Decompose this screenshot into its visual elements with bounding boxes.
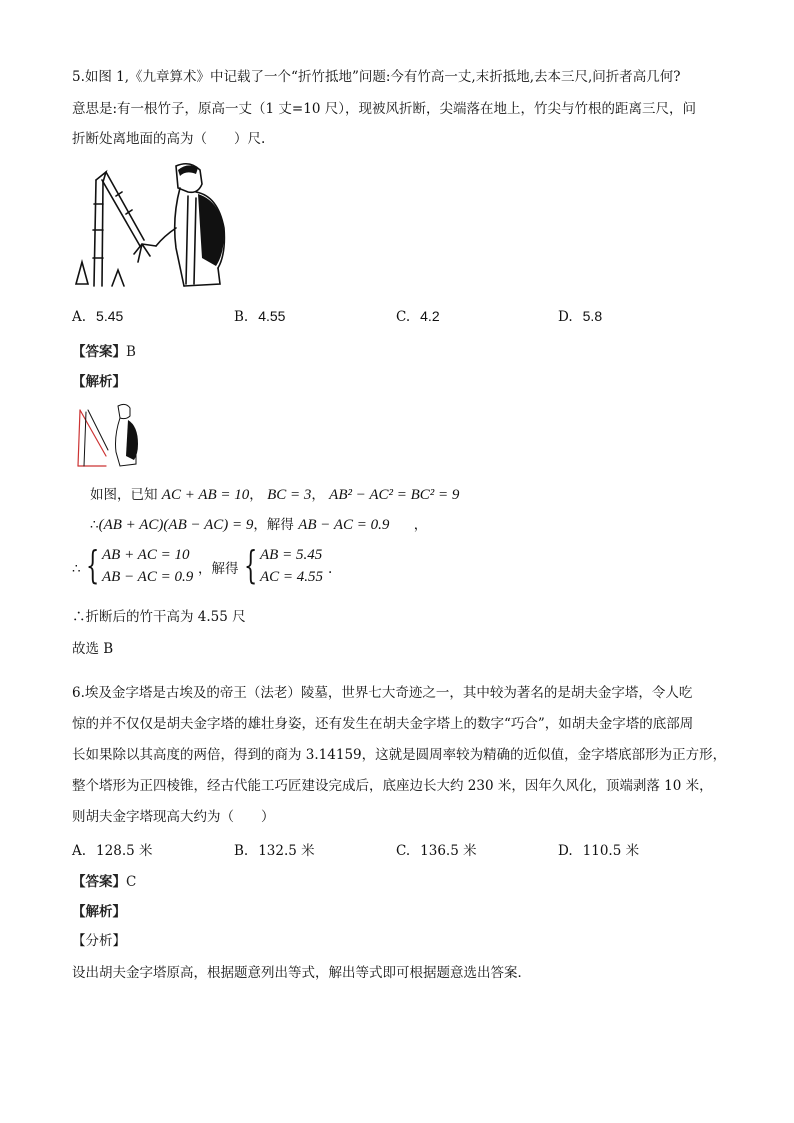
system1-eq1: AB + AC = 10 bbox=[102, 547, 190, 563]
q6-stem-line1: 6.埃及金字塔是古埃及的帝王（法老）陵墓，世界七大奇迹之一，其中较为著名的是胡夫金字塔，令人吃 bbox=[72, 685, 693, 701]
q6-fenxi-tag: 【分析】 bbox=[72, 933, 126, 949]
q6-fenxi-text: 设出胡夫金字塔原高，根据题意列出等式，解出等式即可根据题意选出答案． bbox=[72, 965, 531, 981]
q6-stem-line4: 整个塔形为正四棱锥，经古代能工巧匠建设完成后，底座边长大约 230 米，因年久风化，顶端剥落 10 米， bbox=[72, 778, 713, 794]
equation-systems bbox=[72, 543, 372, 590]
therefore-symbol: ∴ bbox=[72, 561, 81, 577]
q5-option-c: C. 4.2 bbox=[396, 308, 440, 325]
system1-eq2: AB − AC = 0.9 bbox=[102, 569, 194, 585]
q5-choose: 故选 B bbox=[72, 641, 114, 657]
q5-option-a: A. 5.45 bbox=[72, 308, 124, 325]
system-end: . bbox=[328, 561, 333, 577]
left-brace-1: { bbox=[86, 543, 100, 587]
q5-stem-line2: 意思是:有一根竹子，原高一丈（1 丈=10 尺），现被风折断，尖端落在地上，竹尖与竹根的距离三尺，问 bbox=[72, 101, 696, 117]
q6-option-d: D. 110.5 米 bbox=[558, 843, 640, 859]
q6-option-a: A. 128.5 米 bbox=[72, 843, 153, 859]
q6-option-b: B. 132.5 米 bbox=[234, 843, 315, 859]
system2-eq2: AC = 4.55 bbox=[260, 569, 324, 585]
q6-answer: 【答案】C bbox=[72, 874, 137, 890]
q6-analysis-tag: 【解析】 bbox=[72, 904, 126, 920]
bamboo-scholar-illustration bbox=[72, 158, 232, 293]
left-brace-2: { bbox=[244, 543, 258, 587]
q5-answer: 【答案】B bbox=[72, 344, 136, 360]
q6-option-c: C. 136.5 米 bbox=[396, 843, 477, 859]
q5-analysis-tag: 【解析】 bbox=[72, 374, 126, 390]
q5-option-d: D. 5.8 bbox=[558, 308, 603, 325]
q5-conclusion: ∴折断后的竹干高为 4.55 尺 bbox=[72, 609, 246, 625]
q6-stem-line5: 则胡夫金字塔现高大约为（ ） bbox=[72, 809, 275, 825]
q5-stem-line3: 折断处离地面的高为（ ）尺. bbox=[72, 131, 266, 147]
solution-line-1: 如图，已知 AC + AB = 10， BC = 3， AB² − AC² = BC² = 9 bbox=[90, 487, 460, 503]
system-mid-text: ，解得 bbox=[198, 561, 239, 577]
q6-stem-line2: 惊的并不仅仅是胡夫金字塔的雄壮身姿，还有发生在胡夫金字塔上的数字“巧合”，如胡夫金字塔的底部周 bbox=[72, 716, 694, 732]
solution-line-2: ∴(AB + AC)(AB − AC) = 9，解得 AB − AC = 0.9 ， bbox=[90, 517, 428, 533]
solution-figure bbox=[72, 400, 142, 470]
q5-stem-line1: 5.如图 1,《九章算术》中记载了一个“折竹抵地”问题:今有竹高一丈,末折抵地,去本三尺,问折者高几何? bbox=[72, 69, 681, 85]
system2-eq1: AB = 5.45 bbox=[260, 547, 323, 563]
q5-option-b: B. 4.55 bbox=[234, 308, 286, 325]
q6-stem-line3: 长如果除以其高度的两倍，得到的商为 3.14159，这就是圆周率较为精确的近似值，金字塔底部形为正方形， bbox=[72, 747, 727, 763]
